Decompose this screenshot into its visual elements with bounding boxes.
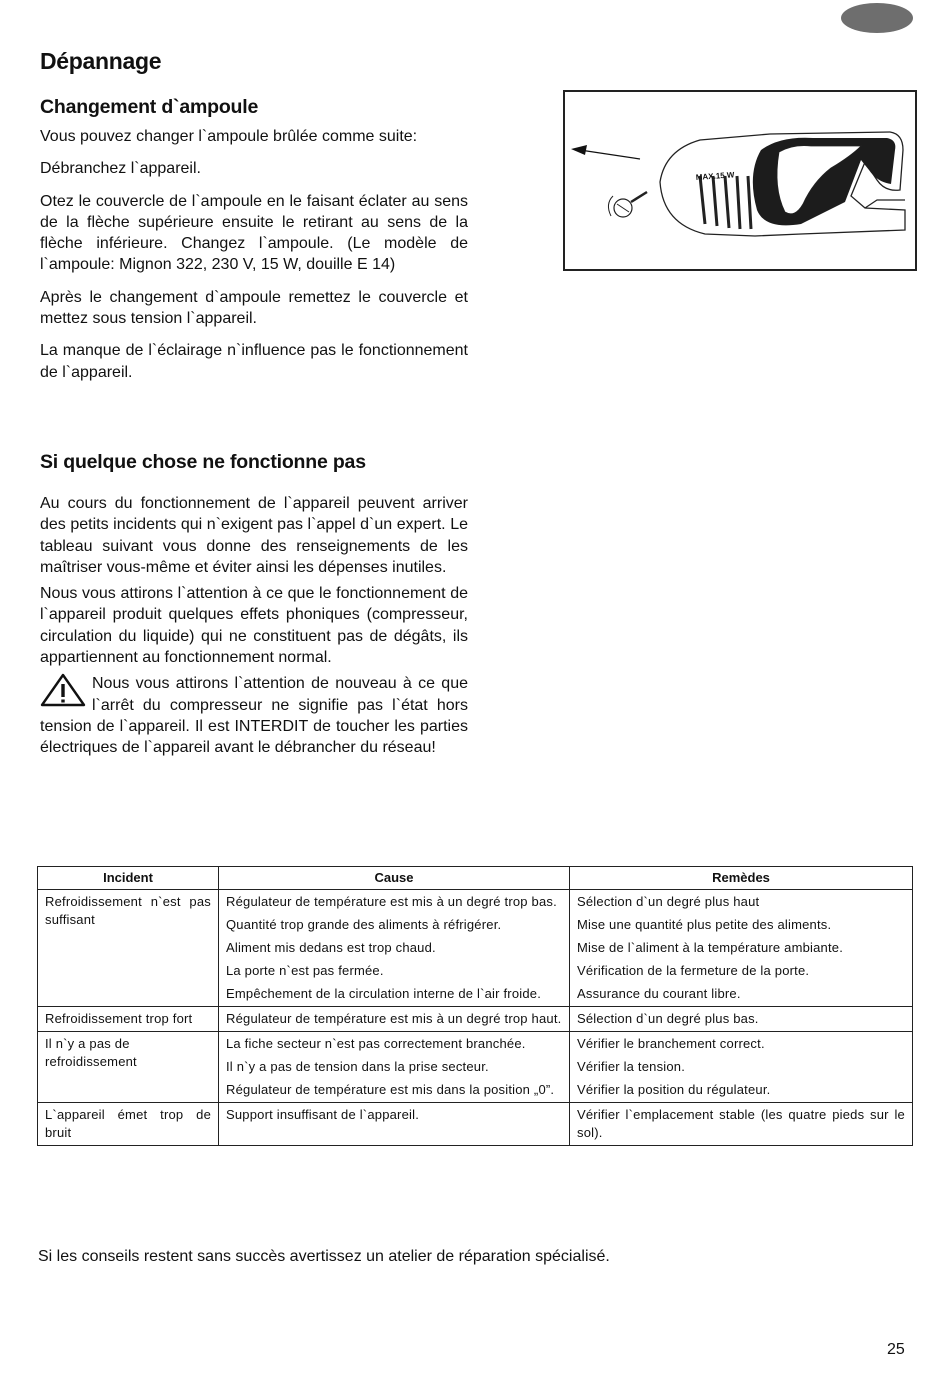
remedy-cell: Vérification de la fermeture de la porte.: [570, 960, 913, 983]
cause-cell: Aliment mis dedans est trop chaud.: [219, 937, 570, 960]
page-number: 25: [887, 1341, 905, 1358]
page-tab-marker: [841, 3, 913, 33]
arrow-icon: [571, 145, 587, 155]
bulb-paragraph: La manque de l`éclairage n`influence pas le fonctionnement de l`appareil.: [40, 342, 468, 381]
incident-cell: Refroidissement trop fort: [38, 1007, 219, 1032]
trouble-heading: Si quelque chose ne fonctionne pas: [40, 451, 366, 473]
remedy-cell: Vérifier le branchement correct.: [570, 1032, 913, 1057]
cause-cell: La porte n`est pas fermée.: [219, 960, 570, 983]
trouble-paragraph: Au cours du fonctionnement de l`appareil peuvent arriver des petits incidents qui n`exigent pas l`appel d`un expert. Le tableau suivant vous donne des renseignements de les maîtriser vous-même et éviter ainsi les dépenses inutiles.: [40, 495, 468, 576]
table-row: [38, 1007, 913, 1032]
warning-text: Nous vous attirons l`attention de nouveau à ce que l`arrêt du compresseur ne signifie pas l`état hors tension de l`appareil. Il est INTERDIT de toucher les parties électriques de l`appareil avant le débrancher du réseau!: [40, 675, 468, 757]
trouble-text: [40, 493, 468, 770]
bulb-paragraph: Otez le couvercle de l`ampoule en le faisant éclater au sens de la flèche supérieure ensuite le retirant au sens de la flèche inférieure. Changez l`ampoule. (Le modèle de l`ampoule: Mignon 322, 230 V, 15 W, douille E 14): [40, 192, 468, 274]
remedy-cell: Vérifier l`emplacement stable (les quatre pieds sur le sol).: [570, 1103, 913, 1146]
lamp-cover-illustration: [563, 90, 917, 271]
table-row: [38, 1103, 913, 1146]
remedy-cell: Sélection d`un degré plus bas.: [570, 1007, 913, 1032]
cause-cell: Régulateur de température est mis à un degré trop haut.: [219, 1007, 570, 1032]
remedy-cell: Assurance du courant libre.: [570, 983, 913, 1007]
footer-note: Si les conseils restent sans succès avertissez un atelier de réparation spécialisé.: [38, 1248, 610, 1265]
lamp-cover-drawing: [565, 92, 915, 269]
cause-cell: Support insuffisant de l`appareil.: [219, 1103, 570, 1146]
remedy-cell: Sélection d`un degré plus haut: [570, 890, 913, 915]
max-wattage-label: MAX.15 W: [695, 170, 735, 182]
incident-cell: Refroidissement n`est pas suffisant: [38, 890, 219, 1007]
bulb-text: [40, 126, 468, 394]
cause-cell: Régulateur de température est mis à un degré trop bas.: [219, 890, 570, 915]
column-header-cause: Cause: [219, 867, 570, 890]
bulb-paragraph: Débranchez l`appareil.: [40, 160, 201, 178]
trouble-paragraph: Nous vous attirons l`attention à ce que le fonctionnement de l`appareil produit quelques effets phoniques (compresseur, circulation du liquide) qui ne constituent pas de dégâts, ils appartiennent au fonctionnement normal.: [40, 585, 468, 667]
table-header-row: [38, 867, 913, 890]
cause-cell: Empêchement de la circulation interne de l`air froide.: [219, 983, 570, 1007]
table-row: [38, 1032, 913, 1057]
column-header-incident: Incident: [38, 867, 219, 890]
warning-paragraph: [40, 673, 468, 758]
cause-cell: La fiche secteur n`est pas correctement branchée.: [219, 1032, 570, 1057]
warning-triangle-icon: [40, 673, 86, 707]
incident-cell: Il n`y a pas de refroidissement: [38, 1032, 219, 1103]
cause-cell: Régulateur de température est mis dans la position „0”.: [219, 1079, 570, 1103]
bulb-paragraph: Vous pouvez changer l`ampoule brûlée comme suite:: [40, 128, 418, 145]
bulb-heading: Changement d`ampoule: [40, 96, 259, 118]
troubleshooting-table: [37, 866, 913, 1146]
cause-cell: Quantité trop grande des aliments à réfrigérer.: [219, 914, 570, 937]
table-row: [38, 890, 913, 915]
remedy-cell: Vérifier la position du régulateur.: [570, 1079, 913, 1103]
remedy-cell: Vérifier la tension.: [570, 1056, 913, 1079]
cause-cell: Il n`y a pas de tension dans la prise secteur.: [219, 1056, 570, 1079]
column-header-remedies: Remèdes: [570, 867, 913, 890]
remedy-cell: Mise une quantité plus petite des aliments.: [570, 914, 913, 937]
incident-cell: L`appareil émet trop de bruit: [38, 1103, 219, 1146]
page-title: Dépannage: [40, 48, 162, 74]
remedy-cell: Mise de l`aliment à la température ambiante.: [570, 937, 913, 960]
bulb-paragraph: Après le changement d`ampoule remettez le couvercle et mettez sous tension l`appareil.: [40, 288, 468, 328]
